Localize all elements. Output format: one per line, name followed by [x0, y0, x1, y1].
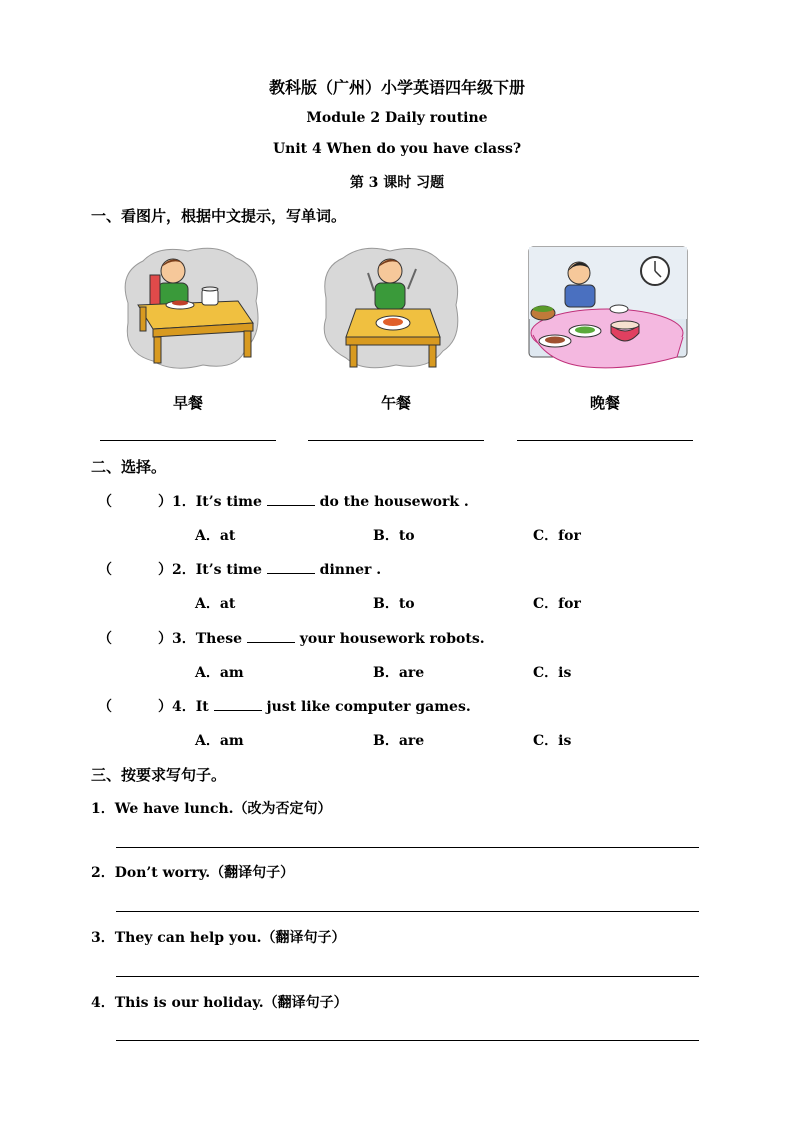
sentence-prompt-2: 2．Don’t worry.（翻译句子）: [91, 865, 295, 881]
section1-heading: 一、看图片，根据中文提示，写单词。: [91, 207, 347, 225]
sentence-prompt-3: 3．They can help you.（翻译句子）: [91, 930, 346, 946]
sentence-answer-line-3[interactable]: [116, 976, 699, 977]
answer-line-lunch[interactable]: [308, 440, 484, 441]
q2-option-c[interactable]: C．for: [533, 596, 581, 612]
meal-label-dinner: 晚餐: [589, 394, 620, 412]
dinner-picture: [527, 245, 689, 373]
answer-line-breakfast[interactable]: [100, 440, 276, 441]
q2-option-b[interactable]: B．to: [373, 596, 415, 612]
q1-option-a[interactable]: A．at: [195, 528, 236, 544]
unit-title: Unit 4 When do you have class?: [272, 141, 522, 157]
breakfast-picture: [118, 243, 263, 373]
sentence-prompt-4: 4．This is our holiday.（翻译句子）: [91, 995, 348, 1011]
q4-option-c[interactable]: C．is: [533, 733, 572, 749]
question-1: （ ）1．It’s time do the housework .: [98, 491, 469, 511]
answer-paren[interactable]: （: [98, 562, 112, 578]
q2-option-a[interactable]: A．at: [195, 596, 236, 612]
answer-paren[interactable]: （: [98, 699, 112, 715]
q1-option-b[interactable]: B．to: [373, 528, 415, 544]
q1-option-c[interactable]: C．for: [533, 528, 581, 544]
q3-option-a[interactable]: A．am: [195, 665, 244, 681]
answer-paren[interactable]: （: [98, 631, 112, 647]
q4-option-a[interactable]: A．am: [195, 733, 244, 749]
meal-label-breakfast: 早餐: [172, 394, 203, 412]
fill-blank[interactable]: [247, 630, 295, 643]
lunch-picture: [318, 243, 463, 373]
fill-blank[interactable]: [267, 561, 315, 574]
fill-blank[interactable]: [214, 698, 262, 711]
q3-option-c[interactable]: C．is: [533, 665, 572, 681]
q3-option-b[interactable]: B．are: [373, 665, 425, 681]
answer-line-dinner[interactable]: [517, 440, 693, 441]
meal-label-lunch: 午餐: [380, 394, 411, 412]
q4-option-b[interactable]: B．are: [373, 733, 425, 749]
sentence-answer-line-4[interactable]: [116, 1040, 699, 1041]
question-3: （ ）3．These your housework robots.: [98, 628, 485, 648]
sentence-answer-line-1[interactable]: [116, 847, 699, 848]
section3-heading: 三、按要求写句子。: [91, 766, 227, 784]
answer-paren[interactable]: （: [98, 494, 112, 510]
section2-heading: 二、选择。: [91, 458, 167, 476]
document-title: 教科版（广州）小学英语四年级下册: [268, 78, 525, 97]
sentence-prompt-1: 1．We have lunch.（改为否定句）: [91, 801, 332, 817]
module-title: Module 2 Daily routine: [306, 110, 488, 126]
fill-blank[interactable]: [267, 493, 315, 506]
question-2: （ ）2．It’s time dinner .: [98, 559, 381, 579]
sentence-answer-line-2[interactable]: [116, 911, 699, 912]
lesson-title: 第 3 课时 习题: [349, 175, 445, 191]
question-4: （ ）4．It just like computer games.: [98, 696, 471, 716]
